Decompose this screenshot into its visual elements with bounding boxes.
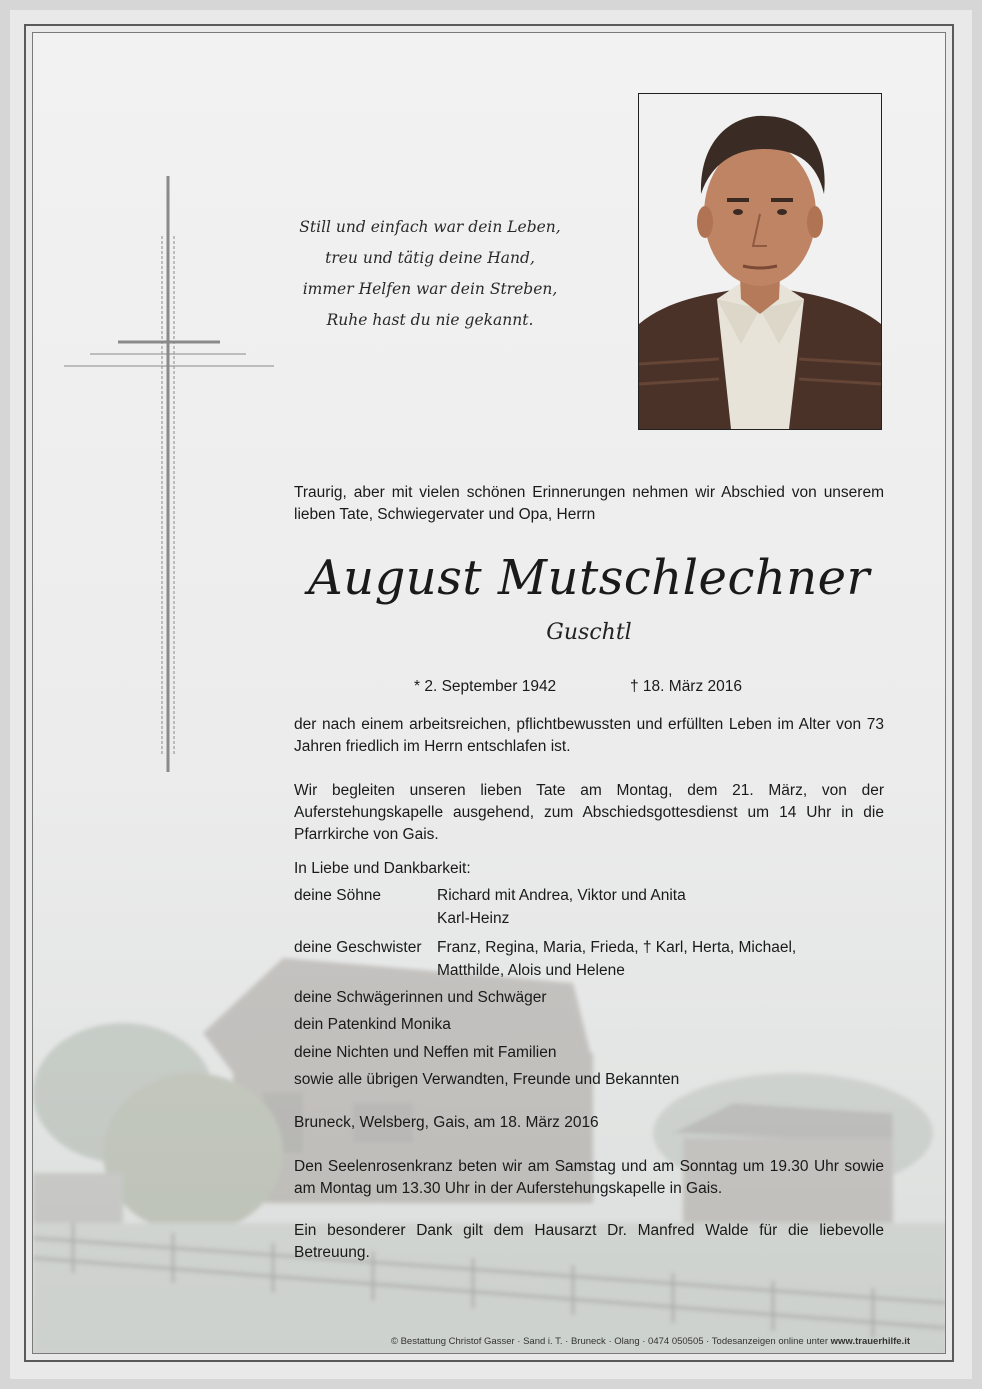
paragraph-funeral: Wir begleiten unseren lieben Tate am Montag, dem 21. März, von der Auferstehungskapelle ausgehend, zum Abschiedsgottesdienst um 14 Uhr in die Pfarrkirche von Gais.	[294, 782, 884, 843]
birth-date: * 2. September 1942	[414, 678, 557, 695]
deceased-name: August Mutschlechner	[308, 550, 870, 606]
relatives-line: deine Schwägerinnen und Schwäger	[294, 989, 547, 1006]
paragraph-rosary: Den Seelenrosenkranz beten wir am Samstag und am Sonntag um 19.30 Uhr sowie am Montag um 13.30 Uhr in der Auferstehungskapelle in Gais.	[294, 1158, 884, 1197]
footer-link[interactable]: www.trauerhilfe.it	[830, 1336, 910, 1347]
poem-line: Still und einfach war dein Leben,	[299, 218, 561, 236]
relatives-line: sowie alle übrigen Verwandten, Freunde und Bekannten	[294, 1071, 680, 1088]
relatives-line: deine Nichten und Neffen mit Familien	[294, 1044, 557, 1061]
family-group-sons	[294, 884, 884, 930]
family-names: Matthilde, Alois und Helene	[437, 962, 625, 979]
footer-text: © Bestattung Christof Gasser · Sand i. T. · Bruneck · Olang · 0474 050505 · Todesanzeigen online unter	[390, 1336, 831, 1347]
family-role: deine Geschwister	[294, 939, 422, 956]
place-and-date: Bruneck, Welsberg, Gais, am 18. März 2016	[294, 1114, 599, 1131]
poem-line: treu und tätig deine Hand,	[325, 249, 535, 267]
paragraph-thanks: Ein besonderer Dank gilt dem Hausarzt Dr. Manfred Walde für die liebevolle Betreuung.	[294, 1222, 884, 1261]
poem-line: immer Helfen war dein Streben,	[302, 280, 558, 298]
family-names: Franz, Regina, Maria, Frieda, † Karl, Herta, Michael,	[437, 939, 797, 956]
cross-icon	[64, 176, 276, 776]
relatives-line: dein Patenkind Monika	[294, 1016, 451, 1033]
family-names: Karl-Heinz	[437, 910, 510, 927]
family-names: Richard mit Andrea, Viktor und Anita	[437, 887, 686, 904]
memorial-poem	[280, 212, 580, 336]
nickname: Guschtl	[546, 620, 632, 645]
intro-text: Traurig, aber mit vielen schönen Erinnerungen nehmen wir Abschied von unserem lieben Tate, Schwiegervater und Opa, Herrn	[294, 484, 884, 523]
dankbarkeit-heading: In Liebe und Dankbarkeit:	[294, 860, 471, 877]
family-group-siblings	[294, 936, 884, 982]
family-role: deine Söhne	[294, 887, 382, 904]
footer	[294, 1336, 910, 1347]
portrait-photo	[638, 93, 882, 430]
death-date: † 18. März 2016	[630, 678, 743, 695]
poem-line: Ruhe hast du nie gekannt.	[326, 311, 534, 329]
paragraph-life: der nach einem arbeitsreichen, pflichtbewussten und erfüllten Leben im Alter von 73 Jahren friedlich im Herrn entschlafen ist.	[294, 716, 884, 755]
